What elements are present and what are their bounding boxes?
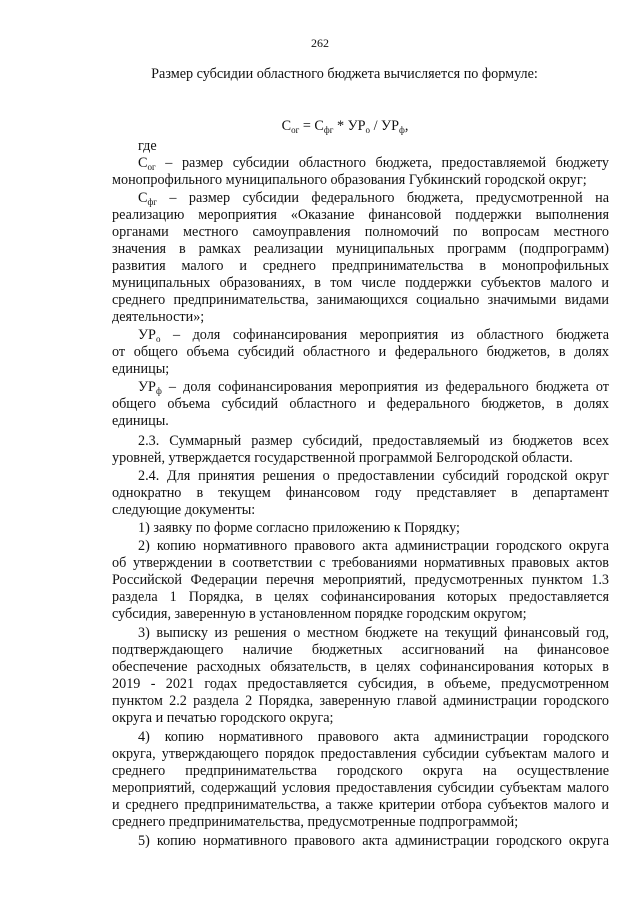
- paragraph-2-4-line: 2.4. Для принятия решения о предоставлении субсидий городской округ: [138, 468, 609, 484]
- list-item-4-line: мероприятий, содержащий условия предоставления субсидии субъектам малого: [112, 780, 609, 796]
- def-cog-line: монопрофильного муниципального образования Губкинский городской округ;: [112, 172, 587, 188]
- list-item-5-line: 5) копию нормативного правового акта администрации городского округа: [138, 833, 609, 849]
- page-number: 262: [311, 36, 329, 50]
- list-item-1: 1) заявку по форме согласно приложению к Порядку;: [138, 520, 460, 536]
- list-item-4-line: округа, утверждающего порядок предоставления субсидии субъектам малого и: [112, 746, 609, 762]
- list-item-3-line: подтверждающего наличие бюджетных ассигнований на финансовое: [112, 642, 609, 658]
- def-uro-line: единицы;: [112, 361, 170, 377]
- list-item-4-line: и среднего предпринимательства, а также критерии отбора субъектов малого и: [112, 797, 609, 813]
- where-label: где: [138, 138, 157, 154]
- list-item-3-line: 3) выписку из решения о местном бюджете на текущий финансовый год,: [138, 625, 609, 641]
- list-item-4-line: среднего предпринимательства, предусмотренные подпрограммой;: [112, 814, 519, 830]
- def-cfg-line: значения в рамках реализации муниципальных программ (подпрограмм): [112, 241, 609, 257]
- list-item-3-line: 2019 - 2021 годах предоставляется субсидия, в объеме, предусмотренном: [112, 676, 609, 692]
- def-cfg-line: реализацию мероприятия «Оказание финансовой поддержки выполнения: [112, 207, 609, 223]
- list-item-2-line: субсидия, заверенную в установленном порядке городским округом;: [112, 606, 527, 622]
- def-cfg-line: развития малого и среднего предпринимательства в монопрофильных: [112, 258, 609, 274]
- paragraph-2-3-line: уровней, утверждается государственной программой Белгородской области.: [112, 450, 573, 466]
- def-cfg-line: органами местного самоуправления полномочий по вопросам местного: [112, 224, 609, 240]
- def-uro-line: от общего объема субсидий областного и федерального бюджетов, в долях: [112, 344, 609, 360]
- def-cfg-line: $С_{фг}$ – размер субсидии федерального бюджета, предусмотренной на: [138, 190, 609, 207]
- formula: $С_{ог} = С_{фг} * УР_о / УР_ф$,: [281, 118, 409, 135]
- formula-intro: Размер субсидии областного бюджета вычисляется по формуле:: [151, 66, 538, 82]
- list-item-4-line: 4) копию нормативного правового акта администрации городского: [138, 729, 609, 745]
- list-item-3-line: обеспечение расходных обязательств, в целях софинансирования которых в: [112, 659, 609, 675]
- def-urf-line: $УР_ф$ – доля софинансирования мероприятия из федерального бюджета от: [138, 379, 609, 396]
- list-item-3-line: пунктом 2.2 раздела 2 Порядка, заверенную главой администрации городского: [112, 693, 609, 709]
- def-cfg-line: среднего предпринимательства, занимающихся социально значимыми видами: [112, 292, 609, 308]
- list-item-3-line: округа и печатью городского округа;: [112, 710, 334, 726]
- list-item-2-line: Российской Федерации перечня мероприятий, предусмотренных пунктом 1.3: [112, 572, 609, 588]
- def-cog-line: $С_{ог}$ – размер субсидии областного бюджета, предоставляемой бюджету: [138, 155, 609, 172]
- def-cfg-line: муниципальных образованиях, в том числе поддержки субъектов малого и: [112, 275, 609, 291]
- paragraph-2-4-line: однократно в текущем финансовом году представляет в департамент: [112, 485, 609, 501]
- def-uro-line: $УР_о$ – доля софинансирования мероприятия из областного бюджета: [138, 327, 609, 344]
- paragraph-2-3-line: 2.3. Суммарный размер субсидий, предоставляемый из бюджетов всех: [138, 433, 609, 449]
- def-cfg-line: деятельности»;: [112, 309, 205, 325]
- def-urf-line: единицы.: [112, 413, 169, 429]
- def-urf-line: общего объема субсидий областного и федерального бюджетов, в долях: [112, 396, 609, 412]
- paragraph-2-4-line: следующие документы:: [112, 502, 256, 518]
- list-item-2-line: 2) копию нормативного правового акта администрации городского округа: [138, 538, 609, 554]
- list-item-4-line: среднего предпринимательства городского округа на осуществление: [112, 763, 609, 779]
- list-item-2-line: раздела 1 Порядка, в целях софинансирования которых предоставляется: [112, 589, 609, 605]
- list-item-2-line: об утверждении в соответствии с требованиями нормативных правовых актов: [112, 555, 609, 571]
